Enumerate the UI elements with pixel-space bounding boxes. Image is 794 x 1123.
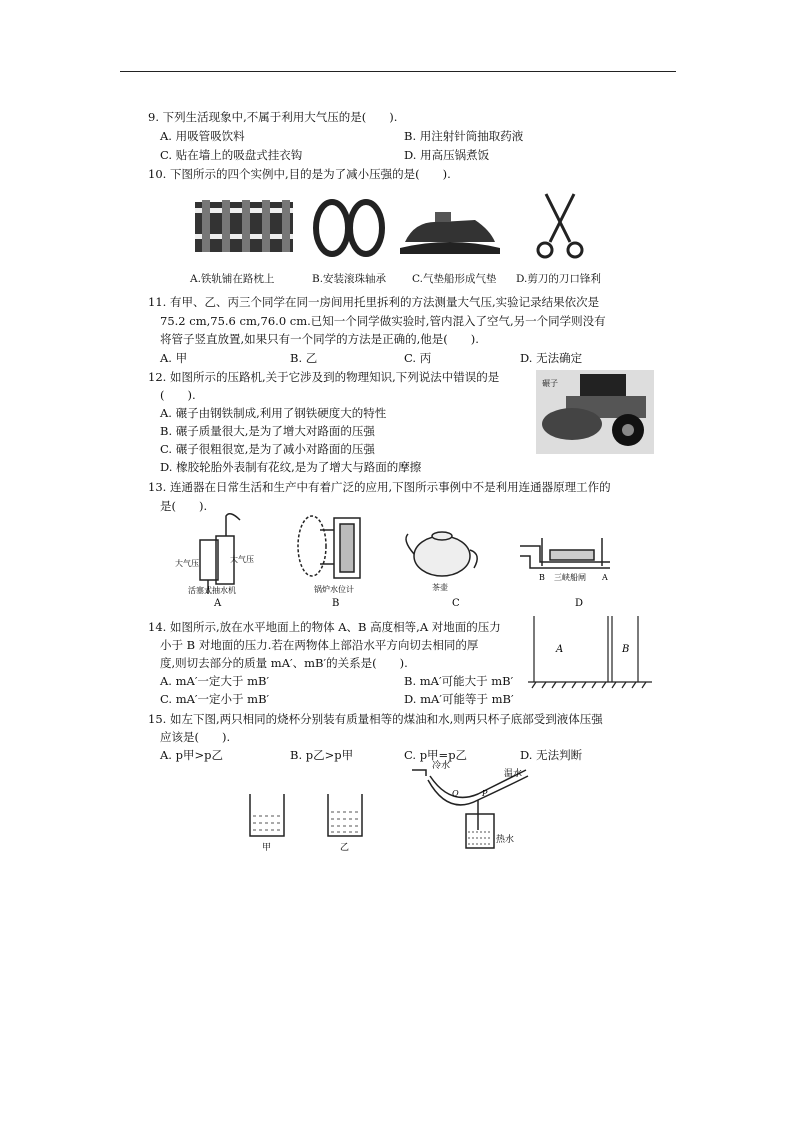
q15-option-b: B. p乙>p甲: [290, 748, 354, 762]
q13-caption-a: 活塞式抽水机: [188, 586, 236, 595]
q10-stem: 10. 下图所示的四个实例中,目的是为了减小压强的是( ).: [148, 167, 451, 181]
q12-option-a: A. 碾子由钢铁制成,利用了钢铁硬度大的特性: [160, 406, 387, 420]
q11-line-2: 75.2 cm,75.6 cm,76.0 cm.已知一个同学做实验时,管内混入了空气,另一个同学则没有: [160, 314, 606, 328]
q13-line-1: 13. 连通器在日常生活和生产中有着广泛的应用,下图所示事例中不是利用连通器原理工作的: [148, 480, 611, 494]
q15-option-d: D. 无法判断: [520, 748, 583, 762]
q11-option-b: B. 乙: [290, 351, 318, 365]
q15-beakers: [240, 790, 370, 854]
q11-line-1: 11. 有甲、乙、丙三个同学在同一房间用托里拆利的方法测量大气压,实验记录结果依次是: [148, 295, 600, 309]
q14-option-c: C. mA′一定小于 mB′: [160, 692, 270, 706]
point-p-label: P: [482, 789, 488, 798]
q13-caption-b: 锅炉水位计: [314, 585, 354, 594]
hot-water-label: 热水: [496, 835, 515, 845]
boiler-gauge-image: [298, 516, 360, 578]
q11-option-d: D. 无法确定: [520, 351, 583, 365]
road-roller-label: 碾子: [542, 379, 558, 388]
q11-option-c: C. 丙: [404, 351, 432, 365]
q9-option-d: D. 用高压锅煮饭: [404, 148, 490, 162]
rail-track-image: [195, 200, 293, 252]
gate-a-label: A: [602, 573, 608, 582]
q10-caption-b: B.安装滚珠轴承: [312, 273, 387, 285]
q15-option-a: A. p甲>p乙: [160, 748, 223, 762]
scissors-image: [538, 194, 582, 257]
q15-line-1: 15. 如左下图,两只相同的烧杯分别装有质量相等的煤油和水,则两只杯子底部受到液体压强: [148, 712, 603, 726]
q9-stem: 9. 下列生活现象中,不属于利用大气压的是( ).: [148, 110, 398, 124]
q10-figures: [190, 190, 610, 262]
q13-letter-b: B: [332, 598, 340, 609]
q14-line-2: 小于 B 对地面的压力.若在两物体上部沿水平方向切去相同的厚: [160, 638, 479, 652]
q10-caption-a: A.铁轨铺在路枕上: [190, 273, 275, 285]
block-b-label: B: [622, 644, 630, 655]
road-roller-image: [536, 370, 654, 454]
q10-caption-d: D.剪刀的刀口锋利: [516, 273, 601, 285]
ship-lock-image: [520, 538, 610, 568]
q13-caption-c: 茶壶: [432, 583, 448, 592]
beaker-yi-label: 乙: [340, 843, 350, 853]
point-q-label: Q: [452, 789, 459, 798]
q13-letter-a: A: [214, 598, 222, 609]
q13-letter-c: C: [452, 598, 460, 609]
cold-water-label: 冷水: [432, 761, 451, 771]
q15-water-pipe-figure: [408, 756, 548, 852]
atm-label-left: 大气压: [175, 559, 199, 568]
block-a-label: A: [556, 644, 564, 655]
header-rule: [120, 71, 676, 72]
q10-caption-c: C.气垫船形成气垫: [412, 273, 497, 285]
ball-bearing-image: [316, 202, 382, 254]
q9-option-c: C. 贴在墙上的吸盘式挂衣钩: [160, 148, 303, 162]
q14-option-b: B. mA′可能大于 mB′: [404, 674, 514, 688]
q14-figure: [528, 612, 652, 692]
atm-label-right: 大气压: [230, 555, 254, 564]
q13-figures: [170, 510, 620, 612]
q11-option-a: A. 甲: [160, 351, 188, 365]
q12-option-b: B. 碾子质量很大,是为了增大对路面的压强: [160, 424, 375, 438]
piston-pump-image: [200, 514, 240, 594]
q12-option-d: D. 橡胶轮胎外表制有花纹,是为了增大与路面的摩擦: [160, 460, 422, 474]
warm-water-label: 温水: [504, 769, 523, 779]
q15-option-c: C. p甲=p乙: [404, 748, 468, 762]
q13-caption-d: 三峡船闸: [554, 573, 586, 582]
q9-option-b: B. 用注射针筒抽取药液: [404, 129, 524, 143]
hovercraft-image: [400, 212, 500, 254]
gate-b-label: B: [539, 573, 545, 582]
q14-option-a: A. mA′一定大于 mB′: [160, 674, 270, 688]
q14-line-3: 度,则切去部分的质量 mA′、mB′的关系是( ).: [160, 656, 408, 670]
teapot-image: [406, 532, 477, 576]
q12-line-2: ( ).: [160, 388, 196, 402]
q9-option-a: A. 用吸管吸饮料: [160, 129, 245, 143]
beaker-jia-label: 甲: [262, 843, 272, 853]
q14-line-1: 14. 如图所示,放在水平地面上的物体 A、B 高度相等,A 对地面的压力: [148, 620, 501, 634]
q12-line-1: 12. 如图所示的压路机,关于它涉及到的物理知识,下列说法中错误的是: [148, 370, 500, 384]
q14-option-d: D. mA′可能等于 mB′: [404, 692, 514, 706]
q15-line-2: 应该是( ).: [160, 730, 231, 744]
q13-line-2: 是( ).: [160, 499, 208, 513]
q13-letter-d: D: [575, 598, 584, 609]
q12-option-c: C. 碾子很粗很宽,是为了减小对路面的压强: [160, 442, 375, 456]
q11-line-3: 将管子竖直放置,如果只有一个同学的方法是正确的,他是( ).: [160, 332, 479, 346]
